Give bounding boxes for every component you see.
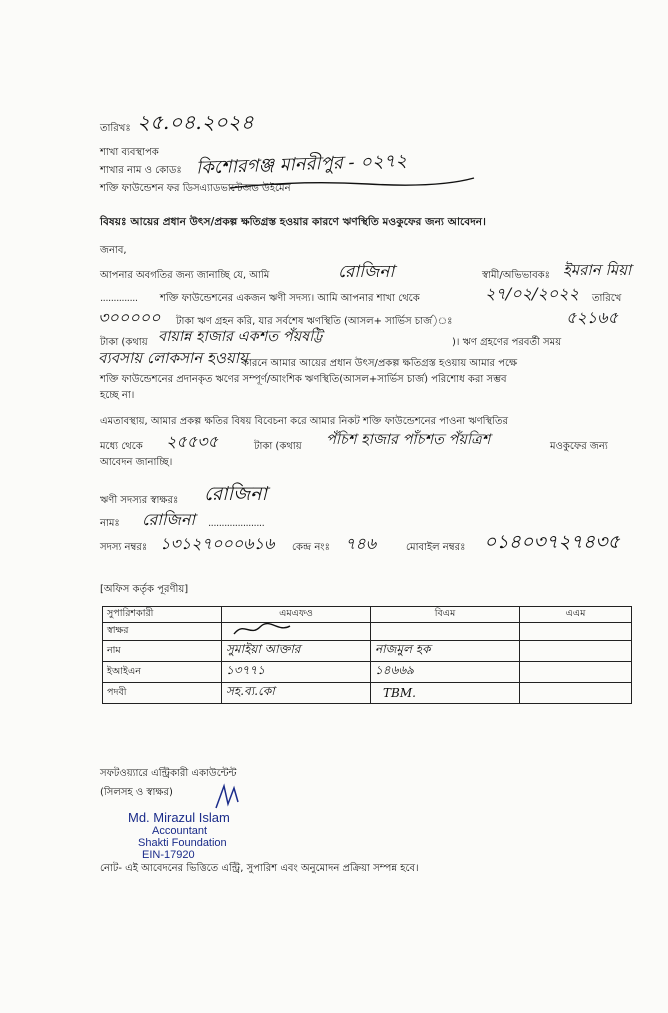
software-entry-line1: সফটওয়্যারে এন্ট্রিকারী একাউন্টেন্ট [100, 768, 237, 779]
table-cell: নাজমুল হক [371, 641, 520, 662]
waiver-amount-hw: ২৫৫৩৫ [166, 432, 218, 451]
member-no-value: ১৩১২৭০০০৬১৬ [160, 534, 275, 553]
table-cell [520, 662, 632, 683]
para1-text: কারনে আমার আয়ের প্রধান উৎস/প্রকল্প ক্ষতিগ্রস্ত হওয়ায় আমার পক্ষে [242, 358, 518, 369]
para1-text: )। ঋণ গ্রহণের পরবর্তী সময় [452, 337, 562, 348]
mobile-label: মোবাইল নম্বরঃ [406, 542, 466, 553]
borrower-name-hw: রোজিনা [338, 262, 395, 282]
loan-date-hw: ২৭/০২/২০২২ [485, 284, 580, 303]
office-table [102, 606, 632, 704]
center-no-value: ৭৪৬ [345, 534, 377, 553]
table-row [103, 683, 632, 704]
branch-name-code: কিশোরগঞ্জ মানরীপুর - ০২৭২ [195, 150, 408, 179]
accountant-signature [212, 782, 242, 812]
para2-text: মধ্যে থেকে [100, 441, 143, 452]
stamp-name: Md. Mirazul Islam [128, 810, 230, 825]
table-row [103, 641, 632, 662]
para1-text: হচ্ছে না। [100, 390, 135, 401]
date-label: তারিখঃ [100, 123, 131, 134]
borrower-sig-label: ঋণী সদস্যর স্বাক্ষরঃ [100, 495, 179, 506]
table-cell: সুমাইয়া আক্তার [222, 641, 371, 662]
stamp-title: Accountant [152, 825, 208, 837]
para1-text: টাকা (কথায় [100, 337, 148, 348]
stamp-ein: EIN-17920 [142, 849, 195, 861]
table-cell: ১৩৭৭১ [222, 662, 371, 683]
table-header-row [103, 607, 632, 623]
addressee-line1: শাখা ব্যবস্থাপক [100, 147, 159, 158]
table-header-cell: সুপারিশকারী [103, 607, 222, 623]
dotted-blank: .............. [100, 293, 138, 304]
reason-hw: ব্যবসায় লোকসান হওয়ায় [98, 349, 248, 367]
para2-text: টাকা (কথায় [254, 441, 302, 452]
table-cell [371, 623, 520, 641]
branch-label: শাখার নাম ও কোডঃ [100, 165, 182, 176]
para2-text: এমতাবস্থায়, আমার প্রকল্প ক্ষতির বিষয় বিবেচনা করে আমার নিকট শক্তি ফাউন্ডেশনের পাওনা ঋণস্থিতির [100, 416, 509, 427]
member-no-label: সদস্য নম্বরঃ [100, 542, 148, 553]
para1-text: আপনার অবগতির জন্য জানাচ্ছি যে, আমি [100, 270, 270, 281]
para1-text: শক্তি ফাউন্ডেশনের প্রদানকৃত ঋণের সম্পূর্ণ/আংশিক ঋণস্থিতি(আসল+সার্ভিস চার্জ) পরিশোধ করা সম্ভব [100, 374, 507, 385]
borrower-name-value: রোজিনা [142, 510, 196, 529]
table-row [103, 623, 632, 641]
table-cell [520, 641, 632, 662]
guardian-name-hw: ইমরান মিয়া [563, 261, 632, 279]
borrower-signature: রোজিনা [204, 483, 267, 505]
footer-note: নোট- এই আবেদনের ভিত্তিতে এন্ট্রি, সুপারিশ এবং অনুমোদন প্রক্রিয়া সম্পন্ন হবে। [100, 863, 419, 874]
software-entry-line2: (সিলসহ ও স্বাক্ষর) [100, 787, 173, 798]
table-header-cell: বিএম [371, 607, 520, 623]
mobile-value: ০১৪০৩৭২৭৪৩৫ [484, 531, 620, 553]
addressee-line3: শক্তি ফাউন্ডেশন ফর ডিসএ্যাডভান্টেজড উইমেন [100, 183, 291, 194]
borrower-name-label: নামঃ [100, 518, 120, 529]
table-cell: পদবী [103, 683, 222, 704]
subject-line: বিষয়ঃ আয়ের প্রধান উৎস/প্রকল্প ক্ষতিগ্রস্ত হওয়ার কারণে ঋণস্থিতি মওকুফের জন্য আবেদন। [100, 216, 486, 228]
table-cell: স্বাক্ষর [103, 623, 222, 641]
balance-hw: ৫২১৬৫ [566, 308, 618, 327]
table-cell [520, 683, 632, 704]
center-no-label: কেন্দ্র নংঃ [292, 542, 330, 553]
office-heading: [অফিস কর্তৃক পূরণীয়] [100, 584, 189, 595]
balance-words-hw: বায়ান্ন হাজার একশত পঁয়ষট্টি [158, 329, 323, 345]
loan-amount-hw: ৩০০০০০ [98, 308, 161, 327]
signature-scribble [226, 623, 296, 637]
stamp-org: Shakti Foundation [138, 837, 227, 849]
para1-text: স্বামী/অভিভাবকঃ [482, 270, 550, 281]
para2-text: আবেদন জানাচ্ছি। [100, 457, 173, 468]
salutation: জনাব, [100, 245, 127, 256]
table-row [103, 662, 632, 683]
waiver-words-hw: পঁচিশ হাজার পাঁচশত পঁয়ত্রিশ [326, 432, 491, 448]
para1-text: তারিখে [592, 293, 622, 304]
table-cell: TBM. [371, 683, 520, 704]
table-cell: ১৪৬৬৯ [371, 662, 520, 683]
table-cell: সহ.ব্য.কো [222, 683, 371, 704]
mfo-signature-cell [222, 623, 371, 641]
table-cell: ইআইএন [103, 662, 222, 683]
date-value: ২৫.০৪.২০২৪ [137, 110, 254, 134]
para1-text: শক্তি ফাউন্ডেশনের একজন ঋণী সদস্য। আমি আপনার শাখা থেকে [160, 293, 420, 304]
table-header-cell: এমএফও [222, 607, 371, 623]
table-cell [520, 623, 632, 641]
table-cell: নাম [103, 641, 222, 662]
para2-text: মওকুফের জন্য [550, 441, 608, 452]
table-header-cell: এএম [520, 607, 632, 623]
para1-text: টাকা ঋণ গ্রহন করি, যার সর্বশেষ ঋণস্থিতি (আসল+ সার্ভিস চার্জ)ঃ [176, 316, 453, 327]
application-document: তারিখঃ ২৫.০৪.২০২৪ শাখা ব্যবস্থাপক শাখার নাম ও কোডঃ কিশোরগঞ্জ মানরীপুর - ০২৭২ শক্তি ফাউন্ডেশন ফর ডিসএ্যাডভান্টেজড উইমেন বিষয়ঃ আয়ের প্রধান উৎস/প্রকল্প ক্ষতিগ্রস্ত হওয়ার কারণে ঋণস্থিতি মওকুফের জন্য আবেদন। জনাব, আপনার অবগতির জন্য জানাচ্ছি যে, আমি রোজিনা স্বামী/অভিভাবকঃ ইমরান মিয়া .............. শক্তি ফাউন্ডেশনের একজন ঋণী সদস্য। আমি আপনার শাখা থেকে ২৭/০২/২০২২ তারিখে ৩০০০০০ টাকা ঋণ গ্রহন করি, যার সর্বশেষ ঋণস্থিতি (আসল+ সার্ভিস চার্জ)ঃ ৫২১৬৫ টাকা (কথায় বায়ান্ন হাজার একশত পঁয়ষট্টি )। ঋণ গ্রহণের পরবর্তী সময় ব্যবসায় লোকসান হওয়ায় কারনে আমার আয়ের প্রধান উৎস/প্রকল্প ক্ষতিগ্রস্ত হওয়ায় আমার পক্ষে শক্তি ফাউন্ডেশনের প্রদানকৃত ঋণের সম্পূর্ণ/আংশিক ঋণস্থিতি(আসল+সার্ভিস চার্জ) পরিশোধ করা সম্ভব হচ্ছে না। এমতাবস্থায়, আমার প্রকল্প ক্ষতির বিষয় বিবেচনা করে আমার নিকট শক্তি ফাউন্ডেশনের পাওনা ঋণস্থিতির মধ্যে থেকে ২৫৫৩৫ টাকা (কথায় পঁচিশ হাজার পাঁচশত পঁয়ত্রিশ মওকুফের জন্য আবেদন জানাচ্ছি। ঋণী সদস্যর স্বাক্ষরঃ রোজিনা নামঃ রোজিনা ..................... সদস্য নম্বরঃ ১৩১২৭০০০৬১৬ কেন্দ্র নংঃ ৭৪৬ মোবাইল নম্বরঃ ০১৪০৩৭২৭৪৩৫ [অফিস কর্তৃক পূরণীয়] সুপারিশকারী এমএফও বিএম এএম স্বাক্ষর নাম সুমাইয়া আক্তার নাজমুল হক ইআইএন ১৩৭৭১ ১৪৬৬৯ পদবী সহ.ব্য.কো TBM. সফটওয়্যারে এন্ট্রিকারী একাউন্টেন্ট (সিলসহ ও স্বাক্ষর) Md. Mirazul Islam Accountant Shakti Foundation EIN-17920 নোট- এই আবেদনের ভিত্তিতে এন্ট্রি, সুপারিশ এবং অনুমোদন প্রক্রিয়া সম্পন্ন হবে। [98, 110, 632, 874]
